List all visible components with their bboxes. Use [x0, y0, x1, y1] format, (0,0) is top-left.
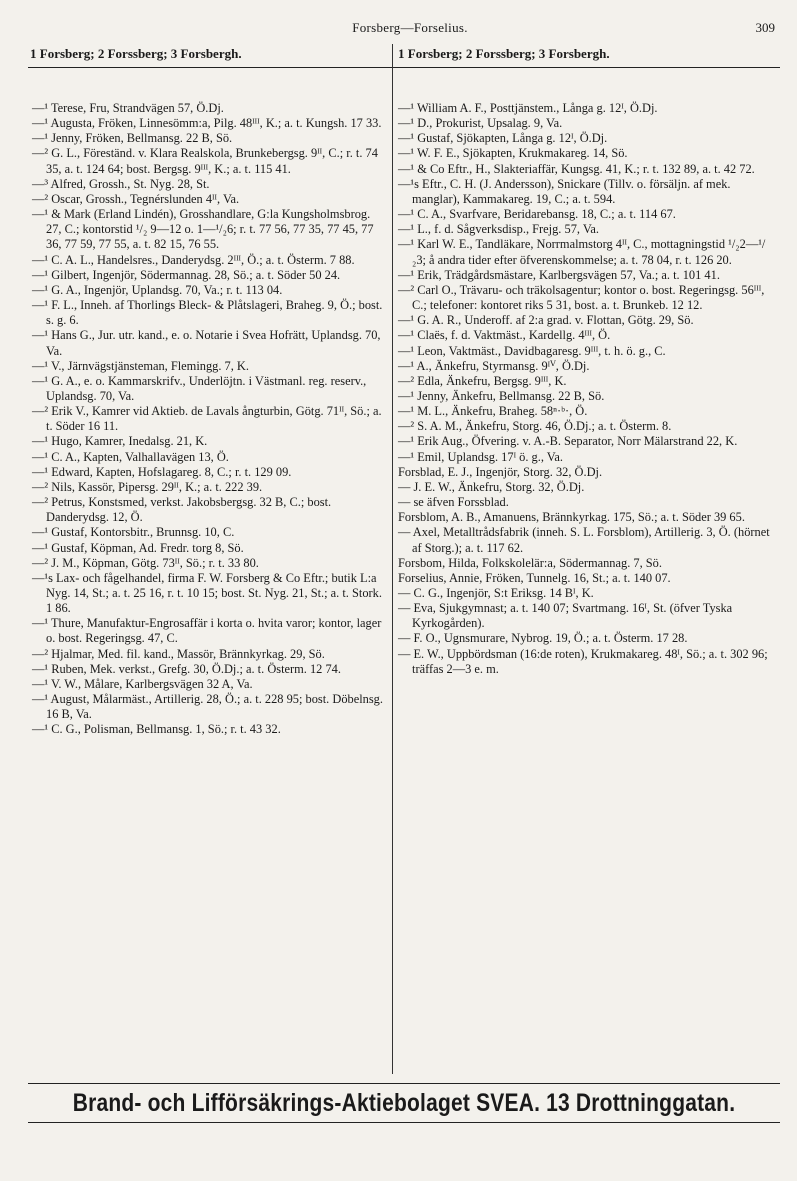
directory-entry: —¹ Edward, Kapten, Hofslagareg. 8, C.; r. t. 129 09.	[32, 464, 292, 479]
right-column-heading: 1 Forsberg; 2 Forssberg; 3 Forsbergh.	[398, 46, 610, 61]
directory-entry: Forselius, Annie, Fröken, Tunnelg. 16, St.; a. t. 140 07.	[398, 570, 671, 585]
directory-entry: —¹ V., Järnvägstjänsteman, Flemingg. 7, K.	[32, 358, 249, 373]
directory-entry: — E. W., Uppbördsman (16:de roten), Krukmakareg. 48ᴵ, Sö.; a. t. 302 96; träffas 2—3 e. m.	[398, 646, 768, 676]
directory-entry: —¹ W. F. E., Sjökapten, Krukmakareg. 14, Sö.	[398, 146, 628, 161]
directory-entry: —¹ Leon, Vaktmäst., Davidbagaresg. 9ᴵᴵᴵ, t. h. ö. g., C.	[398, 343, 666, 358]
directory-entry: —² Edla, Änkefru, Bergsg. 9ᴵᴵᴵ, K.	[398, 373, 567, 388]
directory-entry: —¹ Hans G., Jur. utr. kand., e. o. Notarie i Svea Hofrätt, Uplandsg. 70, Va.	[32, 328, 381, 358]
directory-entry: —² Petrus, Konstsmed, verkst. Jakobsbergsg. 32 B, C.; bost. Danderydsg. 12, Ö.	[32, 495, 332, 525]
directory-entry: — F. O., Ugnsmurare, Nybrog. 19, Ö.; a. t. Österm. 17 28.	[398, 631, 688, 646]
directory-entry: — Eva, Sjukgymnast; a. t. 140 07; Svartmang. 16ᴵ, St. (öfver Tyska Kyrkogården).	[398, 601, 733, 631]
directory-entry: —¹ Emil, Uplandsg. 17ᴵ ö. g., Va.	[398, 449, 563, 464]
directory-entry: Forsbom, Hilda, Folkskolelär:a, Södermannag. 7, Sö.	[398, 555, 662, 570]
directory-entry: —¹ C. G., Polisman, Bellmansg. 1, Sö.; r. t. 43 32.	[32, 722, 281, 737]
directory-entry: —³ Alfred, Grossh., St. Nyg. 28, St.	[32, 176, 210, 191]
directory-entry: —¹ G. A., e. o. Kammarskrifv., Underlöjtn. i Västmanl. reg. reserv., Uplandsg. 70, Va.	[32, 373, 367, 403]
directory-entry: —¹ Terese, Fru, Strandvägen 57, Ö.Dj.	[32, 101, 224, 115]
directory-entry: —¹ D., Prokurist, Upsalag. 9, Va.	[398, 116, 563, 131]
directory-entry: —¹ Erik Aug., Öfvering. v. A.-B. Separator, Norr Mälarstrand 22, K.	[398, 434, 738, 449]
directory-entry: —¹ William A. F., Posttjänstem., Långa g. 12ᴵ, Ö.Dj.	[398, 101, 658, 115]
directory-entry: —¹ Thure, Manufaktur-Engrosaffär i korta o. hvita varor; kontor, lager o. bost. Regeringsg. 47, C.	[32, 616, 382, 646]
left-column-heading: 1 Forsberg; 2 Forssberg; 3 Forsbergh.	[30, 46, 242, 61]
directory-entry: —¹ C. A. L., Handelsres., Danderydsg. 2ᴵᴵᴵ, Ö.; a. t. Österm. 7 88.	[32, 252, 355, 267]
advertisement-banner: Brand- och Lifförsäkrings-Aktiebolaget SVEA. 13 Drottninggatan.	[72, 1090, 736, 1118]
heading-rule	[28, 67, 780, 68]
directory-entry: —¹ C. A., Kapten, Valhallavägen 13, Ö.	[32, 449, 229, 464]
footer-rule-top	[28, 1083, 780, 1084]
directory-entry: Forsblom, A. B., Amanuens, Brännkyrkag. 175, Sö.; a. t. Söder 39 65.	[398, 510, 745, 525]
footer-rule-bottom	[28, 1122, 780, 1123]
directory-entry: —¹ C. A., Svarfvare, Beridarebansg. 18, C.; a. t. 114 67.	[398, 207, 676, 222]
directory-entry: — C. G., Ingenjör, S:t Eriksg. 14 Bᴵ, K.	[398, 586, 594, 600]
directory-entry: —¹ Gustaf, Köpman, Ad. Fredr. torg 8, Sö.	[32, 540, 244, 555]
directory-entry: —¹ August, Målarmäst., Artillerig. 28, Ö.; a. t. 228 95; bost. Döbelnsg. 16 B, Va.	[32, 692, 383, 722]
directory-entry: —² S. A. M., Änkefru, Storg. 46, Ö.Dj.; a. t. Österm. 8.	[398, 419, 672, 434]
directory-entry: — J. E. W., Änkefru, Storg. 32, Ö.Dj.	[398, 479, 585, 494]
directory-entry: —¹ V. W., Målare, Karlbergsvägen 32 A, Va.	[32, 676, 253, 691]
directory-entry: —² Nils, Kassör, Pipersg. 29ᴵᴵ, K.; a. t. 222 39.	[32, 479, 263, 494]
directory-entry: —¹ Jenny, Änkefru, Bellmansg. 22 B, Sö.	[398, 388, 605, 403]
directory-entry: —¹ Ruben, Mek. verkst., Grefg. 30, Ö.Dj.; a. t. Österm. 12 74.	[32, 661, 341, 676]
running-title: Forsberg—Forselius.	[352, 20, 468, 35]
directory-entry: —¹ L., f. d. Sågverksdisp., Frejg. 57, Va.	[398, 222, 600, 237]
directory-entry: —¹ Gustaf, Sjökapten, Långa g. 12ᴵ, Ö.Dj.	[398, 131, 608, 146]
directory-entry: — Axel, Metalltrådsfabrik (inneh. S. L. Forsblom), Artillerig. 3, Ö. (hörnet af Storg.); a. t. 117 62.	[398, 525, 770, 555]
page-number: 309	[755, 20, 775, 35]
directory-entry: —² Hjalmar, Med. fil. kand., Massör, Brännkyrkag. 29, Sö.	[32, 646, 325, 661]
column-divider	[392, 44, 393, 1074]
directory-entry: —¹s Lax- och fågelhandel, firma F. W. Forsberg & Co Eftr.; butik L:a Nyg. 14, St.; a. t. 25 16, r. t. 10 15; bost. St. Nyg. 21, St.; a. t. Stork. 1 86.	[32, 570, 382, 616]
directory-entry: —¹ Erik, Trädgårdsmästare, Karlbergsvägen 57, Va.; a. t. 101 41.	[398, 267, 720, 282]
running-head	[0, 20, 797, 40]
directory-entry: —¹ F. L., Inneh. af Thorlings Bleck- & Plåtslageri, Braheg. 9, Ö.; bost. s. g. 6.	[32, 298, 383, 328]
directory-entry: —¹ Augusta, Fröken, Linnesömm:a, Pilg. 48ᴵᴵᴵ, K.; a. t. Kungsh. 17 33.	[32, 116, 382, 131]
directory-entry: —¹ Hugo, Kamrer, Inedalsg. 21, K.	[32, 434, 208, 449]
directory-entry: Forsblad, E. J., Ingenjör, Storg. 32, Ö.Dj.	[398, 464, 603, 479]
directory-entry: —¹ Karl W. E., Tandläkare, Norrmalmstorg 4ᴵᴵ, C., mottagningstid ¹/₂2—¹/₂3; å andra tider efter öfverenskommelse; a. t. 78 04, r. t. 126 20.	[398, 237, 766, 267]
directory-entry: —¹ & Mark (Erland Lindén), Grosshandlare, G:la Kungsholmsbrog. 27, C.; kontorstid ¹/₂ 9—12 o. 1—¹/₂6; r. t. 77 56, 77 35, 77 45, 77 36, 77 59, 77 55, a. t. 82 15, 76 55.	[32, 207, 374, 252]
directory-entry: —² Carl O., Trävaru- och träkolsagentur; kontor o. bost. Regeringsg. 56ᴵᴵᴵ, C.; telefoner: kontoret riks 5 31, bost. a. t. Brunkeb. 12 12.	[398, 282, 765, 313]
directory-entry: —² J. M., Köpman, Götg. 73ᴵᴵ, Sö.; r. t. 33 80.	[32, 555, 259, 570]
directory-entry: — se äfven Forssblad.	[398, 495, 509, 510]
directory-entry: —¹ & Co Eftr., H., Slakteriaffär, Kungsg. 41, K.; r. t. 132 89, a. t. 42 72.	[398, 161, 755, 176]
directory-entry: —¹ M. L., Änkefru, Braheg. 58ⁿ·ᵇ·, Ö.	[398, 404, 588, 419]
directory-entry: —¹ G. A., Ingenjör, Uplandsg. 70, Va.; r. t. 113 04.	[32, 282, 283, 297]
directory-entry: —¹ Gilbert, Ingenjör, Södermannag. 28, Sö.; a. t. Söder 50 24.	[32, 267, 341, 282]
directory-entry: —² Oscar, Grossh., Tegnérslunden 4ᴵᴵ, Va.	[32, 191, 240, 206]
directory-entry: —¹ Gustaf, Kontorsbitr., Brunnsg. 10, C.	[32, 525, 235, 540]
left-column	[32, 101, 387, 738]
right-column	[398, 101, 778, 677]
directory-entry: —¹ G. A. R., Underoff. af 2:a grad. v. Flottan, Götg. 29, Sö.	[398, 313, 694, 328]
directory-entry: —¹ Jenny, Fröken, Bellmansg. 22 B, Sö.	[32, 131, 233, 146]
directory-entry: —¹ Claës, f. d. Vaktmäst., Kardellg. 4ᴵᴵᴵ, Ö.	[398, 328, 611, 343]
directory-entry: —² G. L., Föreständ. v. Klara Realskola, Brunkebergsg. 9ᴵᴵ, C.; r. t. 74 35, a. t. 124 64; bost. Bergsg. 9ᴵᴵᴵ, K.; a. t. 115 41.	[32, 146, 378, 176]
directory-entry: —² Erik V., Kamrer vid Aktieb. de Lavals ångturbin, Götg. 71ᴵᴵ, Sö.; a. t. Söder 16 11.	[32, 404, 382, 434]
directory-entry: —¹ A., Änkefru, Styrmansg. 9ᴵⱽ, Ö.Dj.	[398, 358, 590, 373]
directory-entry: —¹s Eftr., C. H. (J. Andersson), Snickare (Tillv. o. försäljn. af mek. manglar), Kammakareg. 19, C.; a. t. 594.	[398, 176, 731, 206]
